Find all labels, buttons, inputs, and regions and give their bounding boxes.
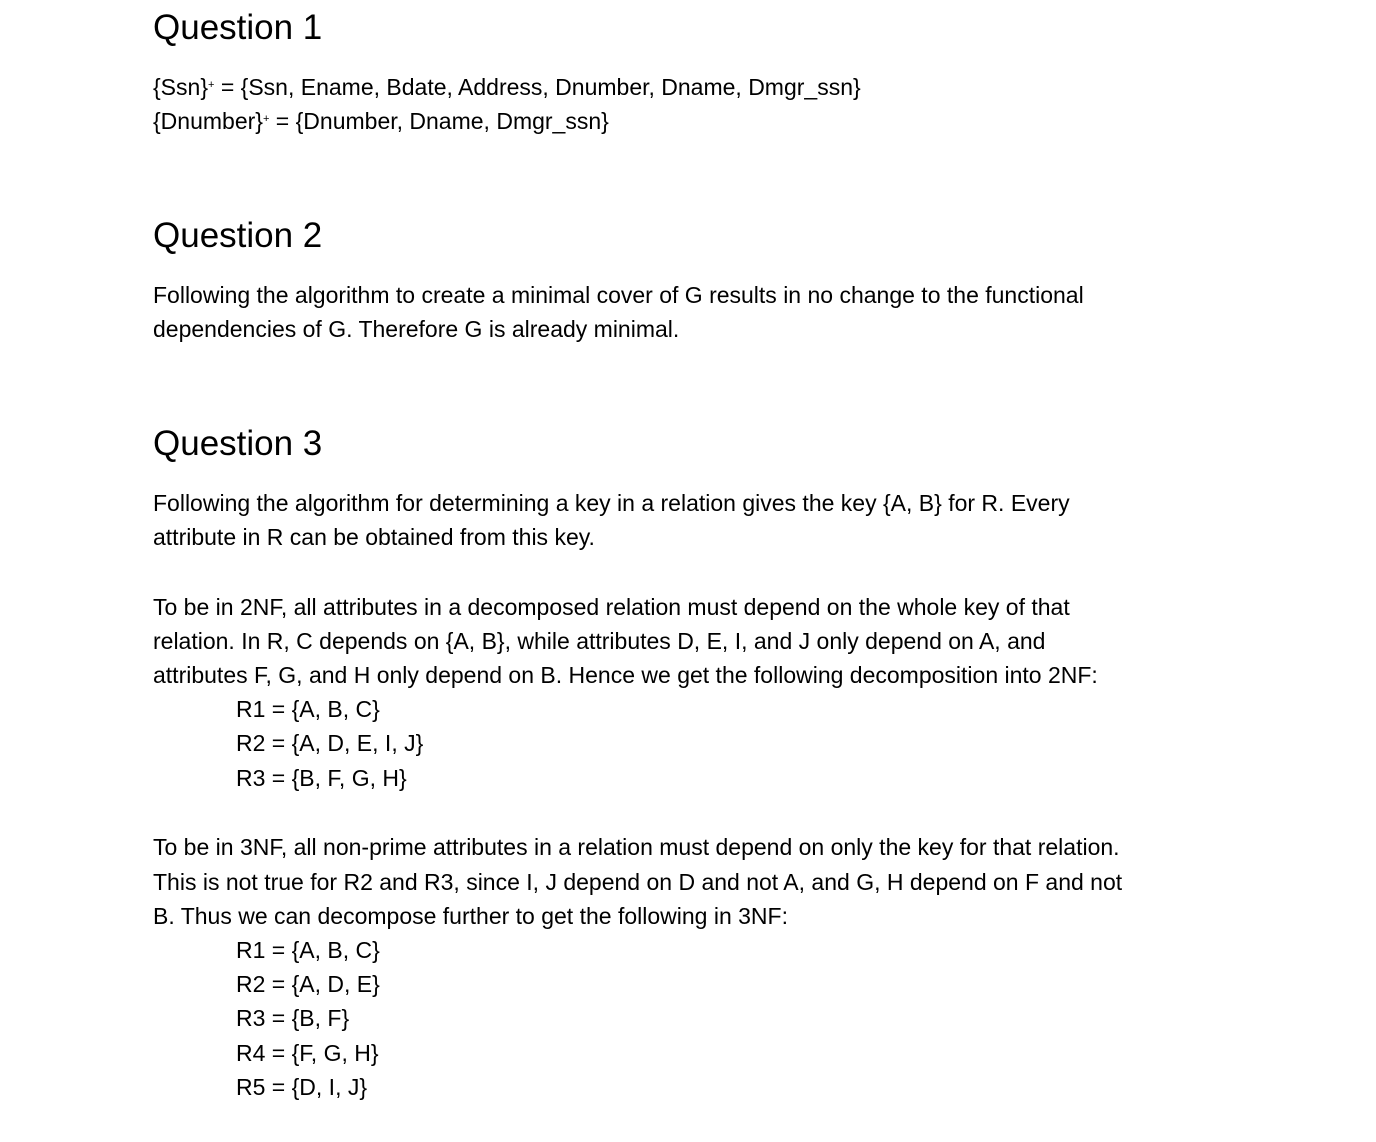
3nf-relation: R3 = {B, F} bbox=[236, 1005, 350, 1031]
q3-key-line: Following the algorithm for determining a key in a relation gives the key {A, B} for R. Every bbox=[153, 490, 1070, 516]
3nf-relation: R5 = {D, I, J} bbox=[236, 1074, 368, 1100]
question-2-heading: Question 2 bbox=[153, 216, 323, 255]
q3-2nf-line: To be in 2NF, all attributes in a decomposed relation must depend on the whole key of that bbox=[153, 594, 1070, 620]
q3-key-line: attribute in R can be obtained from this key. bbox=[153, 524, 595, 550]
q2-paragraph-line: Following the algorithm to create a minimal cover of G results in no change to the functional bbox=[153, 282, 1084, 308]
2nf-relation: R1 = {A, B, C} bbox=[236, 696, 380, 722]
2nf-relation: R3 = {B, F, G, H} bbox=[236, 765, 407, 791]
question-3-heading: Question 3 bbox=[153, 424, 323, 463]
ssn-closure: {Ssn}+ = {Ssn, Ename, Bdate, Address, Dnumber, Dname, Dmgr_ssn} bbox=[153, 74, 861, 100]
q3-2nf-line: relation. In R, C depends on {A, B}, while attributes D, E, I, and J only depend on A, and bbox=[153, 628, 1046, 654]
question-1-heading: Question 1 bbox=[153, 8, 323, 47]
dnumber-closure: {Dnumber}+ = {Dnumber, Dname, Dmgr_ssn} bbox=[153, 108, 609, 134]
q3-3nf-line: B. Thus we can decompose further to get the following in 3NF: bbox=[153, 903, 788, 929]
q3-2nf-line: attributes F, G, and H only depend on B. Hence we get the following decomposition into 2NF: bbox=[153, 662, 1098, 688]
3nf-relation: R1 = {A, B, C} bbox=[236, 937, 380, 963]
q2-paragraph-line: dependencies of G. Therefore G is already minimal. bbox=[153, 316, 680, 342]
3nf-relation: R2 = {A, D, E} bbox=[236, 971, 380, 997]
q3-3nf-line: This is not true for R2 and R3, since I, J depend on D and not A, and G, H depend on F and not bbox=[153, 869, 1123, 895]
2nf-relation: R2 = {A, D, E, I, J} bbox=[236, 730, 424, 756]
q3-3nf-line: To be in 3NF, all non-prime attributes in a relation must depend on only the key for that relation. bbox=[153, 834, 1120, 860]
3nf-relation: R4 = {F, G, H} bbox=[236, 1040, 379, 1066]
